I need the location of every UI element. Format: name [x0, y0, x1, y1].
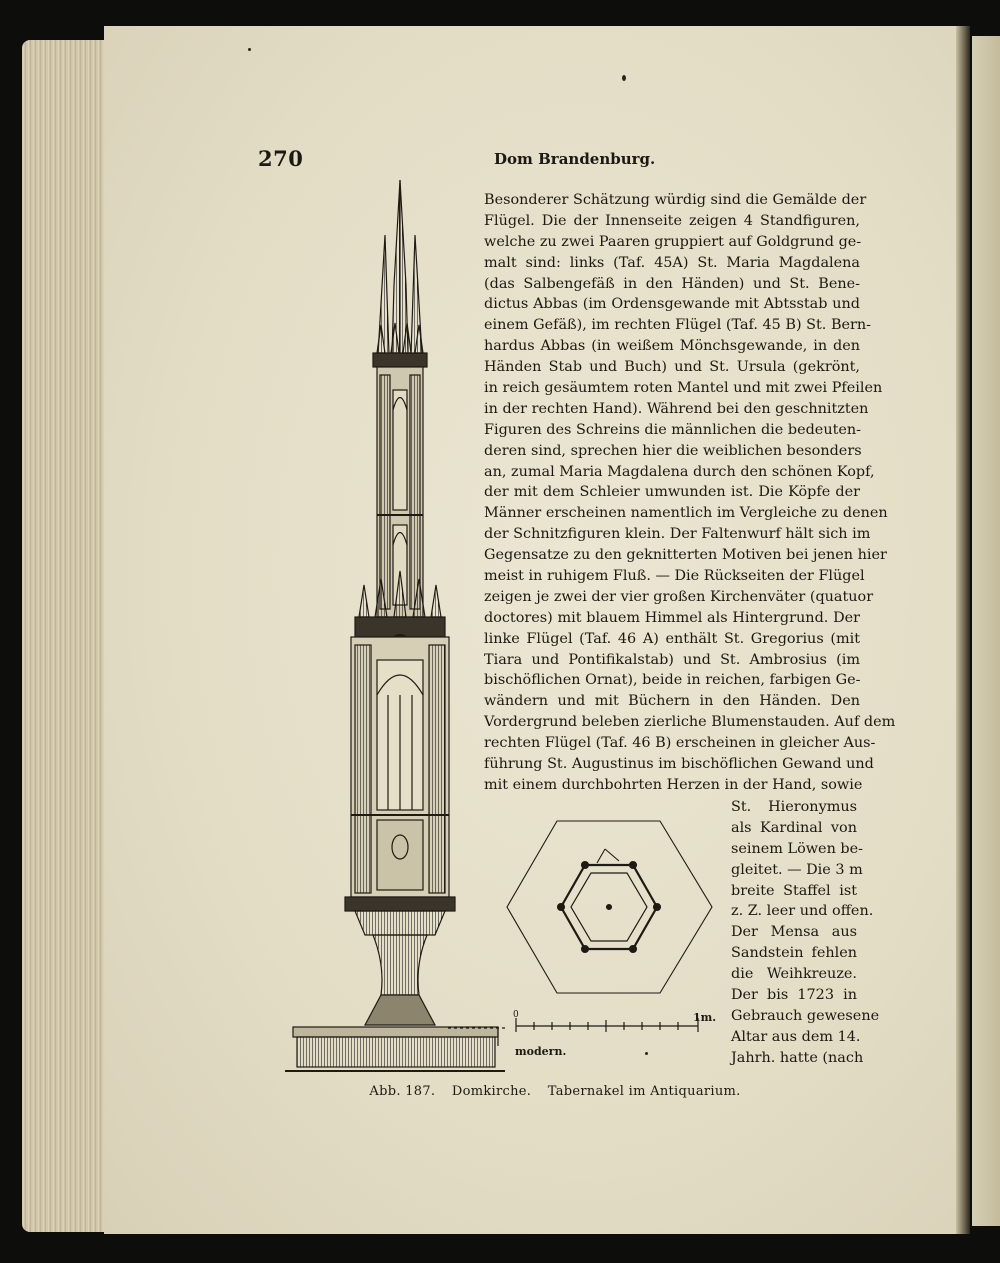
text-line: gleitet. — Die 3 m	[731, 861, 863, 878]
text-line: doctores) mit blauem Himmel als Hintergrund. Der	[484, 609, 860, 626]
text-line: dictus Abbas (im Ordensgewande mit Abtsstab und	[484, 296, 860, 313]
paper-speck	[248, 48, 251, 51]
base-modern-label: modern.	[515, 1045, 567, 1058]
text-line: bischöflichen Ornat), beide in reichen, farbigen Ge-	[484, 672, 861, 689]
text-line: welche zu zwei Paaren gruppiert auf Goldgrund ge-	[484, 233, 862, 250]
text-line: rechten Flügel (Taf. 46 B) erscheinen in gleicher Aus-	[484, 735, 876, 752]
paper-speck	[622, 75, 626, 81]
text-line: der mit dem Schleier umwunden ist. Die Köpfe der	[484, 484, 860, 501]
scale-bar	[508, 1006, 708, 1046]
text-line: seinem Löwen be-	[731, 840, 863, 857]
text-line: zeigen je zwei der vier großen Kirchenväter (quatuor	[484, 588, 874, 605]
body-text-narrow-column	[731, 797, 880, 1069]
caption-place: Domkirche.	[451, 1084, 532, 1099]
text-line: Gegensatze zu den geknitterten Motiven bei jenen hier	[484, 547, 887, 564]
text-line: meist in ruhigem Fluß. — Die Rückseiten der Flügel	[484, 568, 865, 585]
text-line: in reich gesäumtem roten Mantel und mit zwei Pfeilen	[484, 380, 883, 397]
caption-number: Abb. 187.	[369, 1084, 436, 1099]
tabernacle-illustration	[285, 175, 505, 1075]
page-number: 270	[258, 146, 304, 171]
text-line: deren sind, sprechen hier die weiblichen besonders	[484, 442, 862, 459]
text-line: Figuren des Schreins die männlichen die bedeuten-	[484, 421, 862, 438]
text-line: die Weihkreuze.	[731, 966, 857, 983]
text-line: an, zumal Maria Magdalena durch den schönen Kopf,	[484, 463, 875, 480]
text-line: der Schnitzfiguren klein. Der Faltenwurf hält sich im	[484, 526, 871, 543]
text-line: mit einem durchbohrten Herzen in der Hand, sowie	[484, 776, 863, 793]
text-line: einem Gefäß), im rechten Flügel (Taf. 45 B) St. Bern-	[484, 317, 872, 334]
figure-caption	[0, 1084, 1000, 1099]
text-line: Der Mensa aus	[731, 924, 857, 941]
text-line: Flügel. Die der Innenseite zeigen 4 Standfiguren,	[484, 212, 860, 229]
text-line: in der rechten Hand). Während bei den geschnitzten	[484, 400, 869, 417]
body-text-full-width	[484, 190, 896, 796]
text-line: Besonderer Schätzung würdig sind die Gemälde der	[484, 192, 867, 208]
text-line: Der bis 1723 in	[731, 987, 857, 1004]
text-line: linke Flügel (Taf. 46 A) enthält St. Gregorius (mit	[484, 630, 860, 647]
text-line: malt sind: links (Taf. 45A) St. Maria Magdalena	[484, 254, 860, 271]
text-line: Sandstein fehlen	[731, 945, 857, 962]
text-line: Jahrh. hatte (nach	[731, 1049, 864, 1066]
text-line: breite Staffel ist	[731, 882, 857, 899]
running-title: Dom Brandenburg.	[494, 150, 656, 168]
caption-subject: Tabernakel im Antiquarium.	[547, 1084, 741, 1099]
text-line: als Kardinal von	[731, 819, 857, 836]
text-line: Altar aus dem 14.	[731, 1028, 861, 1045]
text-line: Männer erscheinen namentlich im Vergleiche zu denen	[484, 505, 888, 522]
text-line: Tiara und Pontifikalstab) und St. Ambrosius (im	[484, 651, 860, 668]
text-line: z. Z. leer und offen.	[731, 903, 874, 920]
scale-zero-label: 0	[513, 1010, 519, 1020]
text-line: St. Hieronymus	[731, 799, 857, 815]
paper-speck	[645, 1052, 648, 1055]
scale-unit-label: 1m.	[693, 1011, 717, 1024]
hexagon-plan-diagram	[505, 815, 715, 1000]
facing-page-edge	[972, 36, 1000, 1226]
text-line: hardus Abbas (in weißem Mönchsgewande, in den	[484, 338, 860, 355]
text-line: wändern und mit Büchern in den Händen. Den	[484, 693, 860, 710]
text-line: Händen Stab und Buch) und St. Ursula (gekrönt,	[484, 359, 860, 376]
text-line: Gebrauch gewesene	[731, 1007, 880, 1024]
text-line: führung St. Augustinus im bischöflichen Gewand und	[484, 756, 874, 773]
text-line: (das Salbengefäß in den Händen) und St. Bene-	[484, 275, 860, 292]
book-gutter	[956, 26, 970, 1234]
text-line: Vordergrund beleben zierliche Blumenstauden. Auf dem	[484, 714, 896, 731]
